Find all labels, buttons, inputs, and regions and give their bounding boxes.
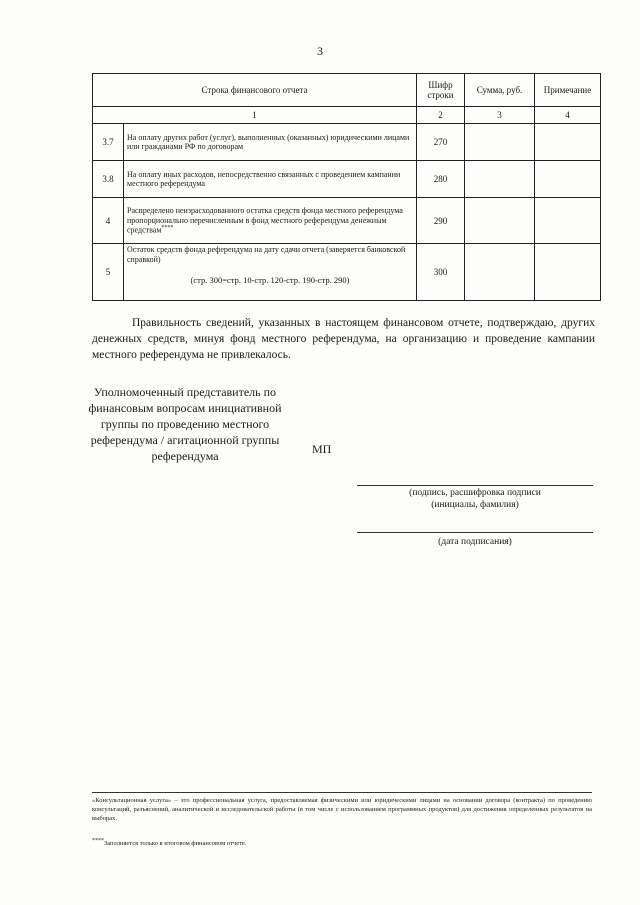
row-description — [124, 198, 417, 244]
table-row — [93, 198, 601, 244]
row-description-text: Распределено неизрасходованного остатка средств фонда местного референдума пропорционально перечисленным в фонд местного референдума денежным средствам — [127, 206, 403, 235]
column-number: 2 — [417, 106, 465, 123]
row-sum — [465, 244, 535, 301]
row-sum — [465, 161, 535, 198]
row-code: 290 — [417, 198, 465, 244]
row-number: 5 — [93, 244, 124, 301]
row-number: 3.7 — [93, 124, 124, 161]
row-description-text: Остаток средств фонда референдума на дату сдачи отчета (заверяется банковской справкой) — [127, 245, 406, 265]
signature-line — [357, 485, 593, 486]
row-note — [535, 244, 601, 301]
row-note — [535, 124, 601, 161]
date-caption: (дата подписания) — [438, 537, 512, 547]
row-note — [535, 161, 601, 198]
table-header-row — [93, 74, 601, 107]
column-number: 3 — [465, 106, 535, 123]
header-note: Примечание — [535, 74, 601, 107]
row-note — [535, 198, 601, 244]
footnote-marker: **** — [92, 838, 104, 844]
row-number: 4 — [93, 198, 124, 244]
row-sum — [465, 198, 535, 244]
table-row — [93, 124, 601, 161]
representative-title: Уполномоченный представитель по финансовым вопросам инициативной группы по проведению местного референдума / агитационной группы референдума — [88, 385, 282, 463]
column-numbers-row — [93, 106, 601, 123]
footnote-marker: **** — [161, 225, 174, 232]
footnotes-separator — [92, 792, 592, 793]
column-number: 4 — [535, 106, 601, 123]
stamp-placeholder: МП — [312, 442, 332, 456]
header-sum: Сумма, руб. — [465, 74, 535, 107]
row-code: 280 — [417, 161, 465, 198]
row-number: 3.8 — [93, 161, 124, 198]
footnote-consulting: «Консультационная услуга» – это профессиональная услуга, предоставляемая физическими или юридическими лицами на основании договора (контракта) по проведению консультаций, разъяснений, аналитической и исследовательской работы (в том числе с использованием программных продуктов) для достижения определенных результатов на выборах. — [92, 797, 592, 822]
signature-initials-caption: (инициалы, фамилия) — [431, 500, 519, 510]
table-row — [93, 244, 601, 301]
footnote-text: Заполняется только в итоговом финансовом отчете. — [104, 840, 247, 848]
row-description — [124, 244, 417, 301]
signature-caption: (подпись, расшифровка подписи — [409, 488, 541, 498]
header-line-code: Шифр строки — [417, 74, 465, 107]
row-code: 300 — [417, 244, 465, 301]
row-sum — [465, 124, 535, 161]
row-code: 270 — [417, 124, 465, 161]
confirmation-statement: Правильность сведений, указанных в настоящем финансовом отчете, подтверждаю, других денежных средств, минуя фонд местного референдума, на организацию и проведение кампании местного референдума не привлекалось. — [92, 317, 595, 361]
footnote-final-report — [92, 837, 592, 848]
page-number: 3 — [317, 44, 323, 58]
header-report-line: Строка финансового отчета — [93, 74, 417, 107]
row-description: На оплату других работ (услуг), выполненных (оказанных) юридическими лицами или гражданами РФ по договорам — [124, 124, 417, 161]
row-description: На оплату иных расходов, непосредственно связанных с проведением кампании местного референдума — [124, 161, 417, 198]
column-number: 1 — [93, 106, 417, 123]
table-row — [93, 161, 601, 198]
row-formula: (стр. 300=стр. 10-стр. 120-стр. 190-стр. 290) — [190, 274, 350, 285]
financial-report-table — [92, 73, 601, 301]
date-line — [357, 532, 593, 533]
